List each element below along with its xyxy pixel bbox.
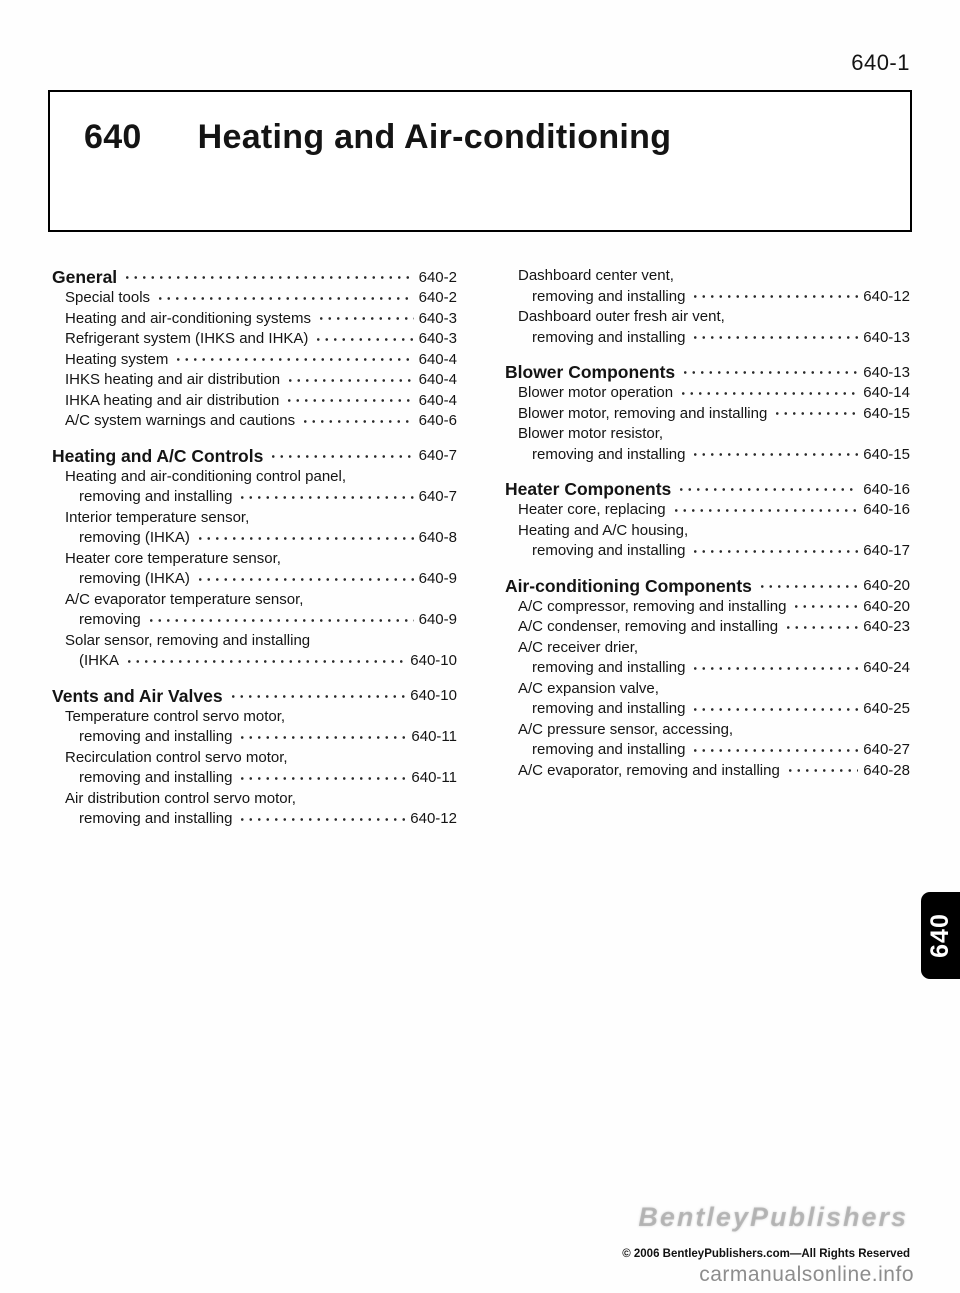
toc-page-ref: 640-15 (863, 445, 910, 463)
toc-item (505, 638, 910, 659)
leader-dots (679, 389, 858, 404)
toc-entry-text: A/C receiver drier, (518, 638, 639, 656)
toc-item (505, 597, 910, 618)
toc-item (505, 658, 910, 679)
leader-dots (691, 450, 858, 465)
toc-entry-text: Solar sensor, removing and installing (65, 631, 311, 649)
toc-item (52, 288, 457, 309)
toc-heading (505, 575, 910, 597)
leader-dots (269, 452, 413, 467)
toc-entry-text: A/C system warnings and cautions (65, 412, 296, 429)
section-side-tab (921, 892, 960, 979)
toc-entry-text: A/C evaporator, removing and installing (518, 761, 780, 779)
toc-item (52, 590, 457, 611)
toc-entry-text: removing and installing (79, 728, 233, 745)
toc-page-ref: 640-9 (418, 570, 457, 587)
leader-dots (681, 368, 858, 383)
leader-dots (691, 547, 858, 562)
toc-page-ref: 640-3 (418, 309, 457, 327)
leader-dots (125, 657, 405, 672)
toc-page-ref: 640-24 (863, 659, 910, 676)
leader-dots (301, 417, 414, 432)
toc-entry-text: removing and installing (79, 769, 233, 786)
toc-page-ref: 640-28 (863, 761, 910, 779)
toc-page-ref: 640-27 (863, 741, 910, 758)
toc-heading (505, 361, 910, 383)
toc-item (52, 370, 457, 391)
toc-heading (52, 266, 457, 288)
toc-entry-text: Air distribution control servo motor, (65, 789, 296, 807)
leader-dots (792, 602, 858, 617)
chapter-title-text: Heating and Air-conditioning (197, 118, 672, 156)
toc-entry-text: Blower motor, removing and installing (518, 404, 768, 422)
toc-item (505, 720, 910, 741)
toc-item (505, 699, 910, 720)
toc-page-ref: 640-12 (410, 810, 457, 827)
leader-dots (773, 409, 858, 424)
toc-item (505, 500, 910, 521)
leader-dots (174, 355, 413, 370)
toc-item (52, 487, 457, 508)
toc-entry-text: Heating and A/C Controls (52, 445, 264, 466)
toc-page-ref: 640-20 (863, 577, 910, 594)
toc-item (505, 740, 910, 761)
toc-entry-text: Blower motor resistor, (518, 425, 664, 442)
toc-page-ref: 640-20 (863, 597, 910, 615)
toc-item (52, 508, 457, 529)
toc-entry-text: A/C evaporator temperature sensor, (65, 590, 304, 608)
toc-entry-text: Heater core, replacing (518, 501, 666, 518)
toc-item (52, 809, 457, 830)
toc-page-ref: 640-7 (418, 447, 457, 464)
toc-entry-text: Vents and Air Valves (52, 685, 223, 706)
toc-entry-text: A/C compressor, removing and installing (518, 597, 787, 615)
leader-dots (691, 746, 858, 761)
leader-dots (784, 623, 858, 638)
toc-item (52, 748, 457, 769)
toc-page-ref: 640-14 (863, 384, 910, 401)
toc-item (52, 329, 457, 350)
chapter-title-box (48, 90, 912, 232)
toc-entry-text: Temperature control servo motor, (65, 707, 286, 725)
toc-entry-text: removing and installing (532, 445, 686, 463)
toc-item (52, 569, 457, 590)
toc-page-ref: 640-11 (411, 728, 457, 745)
toc-right-column (505, 266, 910, 830)
toc-entry-text: removing and installing (79, 810, 233, 827)
chapter-number: 640 (84, 118, 142, 156)
toc-entry-text: Heating and A/C housing, (518, 521, 689, 539)
toc-entry-text: Dashboard outer fresh air vent, (518, 308, 725, 325)
toc-entry-text: General (52, 267, 118, 287)
chapter-title (50, 92, 910, 157)
leader-dots (238, 733, 406, 748)
toc-item (52, 411, 457, 432)
toc-item (505, 328, 910, 349)
toc-item (52, 727, 457, 748)
toc-entry-text: Blower Components (505, 362, 676, 382)
bentley-watermark: BentleyPublishers (638, 1202, 908, 1232)
toc-item (505, 287, 910, 308)
toc-entry-text: removing and installing (532, 328, 686, 346)
toc-item (505, 266, 910, 287)
toc-page-ref: 640-4 (418, 350, 457, 368)
toc-page-ref: 640-6 (418, 412, 457, 429)
toc-page-ref: 640-10 (410, 652, 457, 669)
toc-page-ref: 640-13 (863, 328, 910, 346)
toc-entry-text: Dashboard center vent, (518, 267, 674, 284)
toc-item (52, 707, 457, 728)
toc-heading (505, 478, 910, 500)
leader-dots (196, 534, 414, 549)
toc-item (52, 549, 457, 570)
toc-entry-text: Heating system (65, 350, 169, 368)
toc-entry-text: Heater Components (505, 479, 672, 499)
toc-entry-text: Interior temperature sensor, (65, 508, 250, 526)
leader-dots (238, 774, 406, 789)
toc-page-ref: 640-13 (863, 363, 910, 381)
toc-item (52, 391, 457, 412)
toc-entry-text: Recirculation control servo motor, (65, 748, 288, 766)
toc-entry-text: (IHKA (79, 652, 120, 669)
toc-entry-text: Blower motor operation (518, 384, 674, 401)
toc-item (505, 445, 910, 466)
toc-page-ref: 640-4 (418, 371, 457, 388)
toc-page-ref: 640-12 (863, 287, 910, 305)
leader-dots (786, 766, 858, 781)
leader-dots (314, 335, 413, 350)
toc-item (52, 467, 457, 488)
toc-entry-text: Refrigerant system (IHKS and IHKA) (65, 330, 309, 347)
toc-entry-text: A/C pressure sensor, accessing, (518, 720, 734, 738)
toc-item (505, 424, 910, 445)
leader-dots (758, 582, 858, 597)
toc-entry-text: removing (79, 611, 141, 628)
toc-entry-text: removing and installing (532, 542, 686, 559)
leader-dots (238, 815, 405, 830)
toc-entry-text: Heater core temperature sensor, (65, 549, 281, 567)
toc-item (52, 651, 457, 672)
leader-dots (285, 396, 413, 411)
leader-dots (691, 705, 858, 720)
leader-dots (229, 692, 406, 707)
leader-dots (123, 273, 413, 288)
toc-item (505, 761, 910, 782)
toc-entry-text: Heating and air-conditioning control panel, (65, 467, 347, 485)
toc-item (52, 528, 457, 549)
toc-heading (52, 445, 457, 467)
toc-page-ref: 640-8 (418, 529, 457, 546)
toc-page-ref: 640-9 (418, 611, 457, 628)
toc-item (505, 617, 910, 638)
toc-page-ref: 640-16 (863, 501, 910, 518)
leader-dots (691, 292, 858, 307)
toc-page-ref: 640-25 (863, 700, 910, 717)
leader-dots (691, 664, 858, 679)
toc-entry-text: IHKS heating and air distribution (65, 371, 281, 388)
toc-entry-text: IHKA heating and air distribution (65, 391, 280, 409)
toc-entry-text: removing and installing (532, 741, 686, 758)
toc-entry-text: removing and installing (532, 700, 686, 717)
leader-dots (672, 506, 859, 521)
toc-entry-text: removing and installing (532, 287, 686, 305)
table-of-contents (52, 266, 910, 830)
toc-left-column (52, 266, 457, 830)
toc-heading (52, 685, 457, 707)
leader-dots (691, 333, 858, 348)
toc-item (505, 383, 910, 404)
toc-entry-text: removing (IHKA) (79, 529, 190, 546)
toc-entry-text: Air-conditioning Components (505, 575, 752, 596)
leader-dots (317, 314, 414, 329)
leader-dots (156, 294, 414, 309)
toc-entry-text: Heating and air-conditioning systems (65, 309, 311, 327)
toc-entry-text: Special tools (65, 289, 151, 306)
toc-page-ref: 640-17 (863, 542, 910, 559)
toc-item (52, 631, 457, 652)
toc-page-ref: 640-2 (418, 289, 457, 306)
toc-item (52, 768, 457, 789)
leader-dots (147, 616, 414, 631)
page-number: 640-1 (851, 50, 910, 75)
toc-page-ref: 640-11 (411, 769, 457, 786)
leader-dots (196, 575, 414, 590)
toc-page-ref: 640-16 (863, 480, 910, 498)
toc-item (505, 541, 910, 562)
toc-entry-text: A/C condenser, removing and installing (518, 618, 779, 635)
toc-page-ref: 640-2 (418, 268, 457, 286)
toc-item (505, 521, 910, 542)
toc-page-ref: 640-23 (863, 618, 910, 635)
site-watermark: carmanualsonline.info (699, 1263, 914, 1286)
copyright-notice: © 2006 BentleyPublishers.com—All Rights Reserved (622, 1248, 910, 1260)
toc-item (505, 404, 910, 425)
toc-entry-text: removing (IHKA) (79, 570, 190, 587)
toc-item (52, 350, 457, 371)
section-side-tab-label: 640 (926, 913, 954, 958)
toc-entry-text: removing and installing (532, 659, 686, 676)
toc-entry-text: A/C expansion valve, (518, 679, 659, 697)
toc-page-ref: 640-3 (418, 330, 457, 347)
leader-dots (677, 485, 858, 500)
toc-page-ref: 640-10 (410, 687, 457, 704)
toc-item (52, 789, 457, 810)
toc-page-ref: 640-7 (418, 488, 457, 505)
toc-item (505, 679, 910, 700)
toc-item (52, 610, 457, 631)
toc-page-ref: 640-4 (418, 391, 457, 409)
toc-entry-text: removing and installing (79, 488, 233, 505)
toc-item (52, 309, 457, 330)
toc-page-ref: 640-15 (863, 404, 910, 422)
leader-dots (238, 493, 413, 508)
leader-dots (286, 376, 413, 391)
toc-item (505, 307, 910, 328)
